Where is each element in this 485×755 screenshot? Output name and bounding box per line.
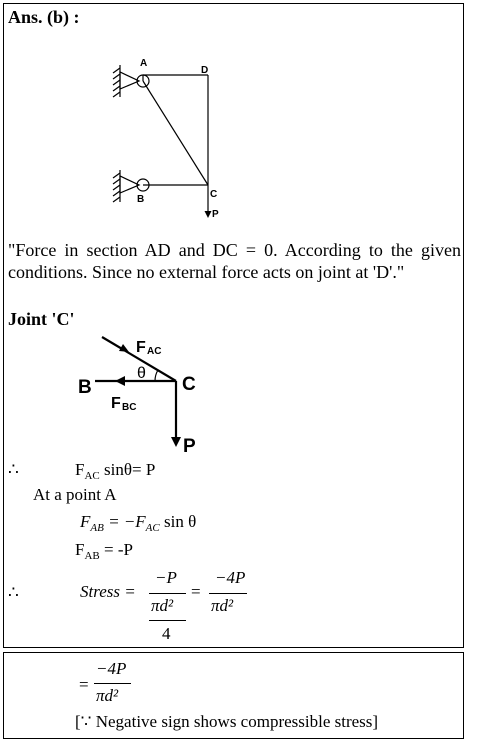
frac2-denominator: πd²	[211, 596, 234, 615]
equation-fac: $F_{AC}$ sinθ= P	[75, 460, 156, 482]
truss-label-b: B	[137, 194, 145, 205]
fac-main: F	[136, 339, 146, 356]
fbc-main: F	[111, 395, 121, 412]
cont-frac-line	[94, 683, 131, 684]
frac1-denominator: πd²	[151, 596, 174, 615]
statement-paragraph: "Force in section AD and DC = 0. According to the given conditions. Since no external force acts on joint at 'D'."	[8, 240, 461, 282]
negative-sign-note: [∵ Negative sign shows compressible stress]	[75, 712, 379, 731]
truss-diagram	[100, 55, 230, 225]
fbc-sub: BC	[122, 402, 137, 413]
equation-fab-result: $F_{AB} = -P$	[75, 540, 133, 562]
frac1-line	[149, 593, 186, 594]
support-a	[120, 72, 139, 89]
frac1-denominator-4: 4	[162, 624, 171, 643]
cont-numerator: −4P	[96, 659, 127, 678]
frac2-line	[209, 593, 247, 594]
equals-sign: =	[191, 582, 201, 601]
joint-c-diagram	[75, 330, 215, 460]
stress-label: Stress =	[80, 582, 136, 601]
truss-label-a: A	[140, 58, 148, 69]
truss-label-c: C	[210, 189, 218, 200]
frac2-numerator: −4P	[215, 568, 246, 587]
cont-equals: =	[79, 675, 89, 694]
frac1-numerator: −P	[155, 568, 177, 587]
joint-label-p: P	[183, 436, 196, 457]
theta-label: θ	[137, 365, 146, 382]
equation-fab: $F_{AB} = -F_{AC}$ sin θ	[80, 512, 197, 534]
therefore-symbol-2: ∴	[8, 583, 19, 602]
at-point-a: At a point A	[33, 485, 117, 504]
theta-arc	[155, 370, 158, 381]
truss-label-p: P	[212, 209, 219, 220]
support-b	[120, 176, 139, 193]
truss-label-d: D	[201, 65, 209, 76]
cont-denominator: πd²	[96, 686, 119, 705]
joint-label-b: B	[78, 377, 92, 398]
fac-sub: AC	[147, 346, 162, 357]
frac1-inner-line	[149, 620, 186, 621]
joint-heading: Joint 'C'	[8, 309, 75, 329]
joint-label-c: C	[182, 374, 196, 395]
member-ac	[143, 81, 208, 185]
therefore-symbol-1: ∴	[8, 460, 19, 479]
answer-label: Ans. (b) :	[8, 7, 80, 27]
